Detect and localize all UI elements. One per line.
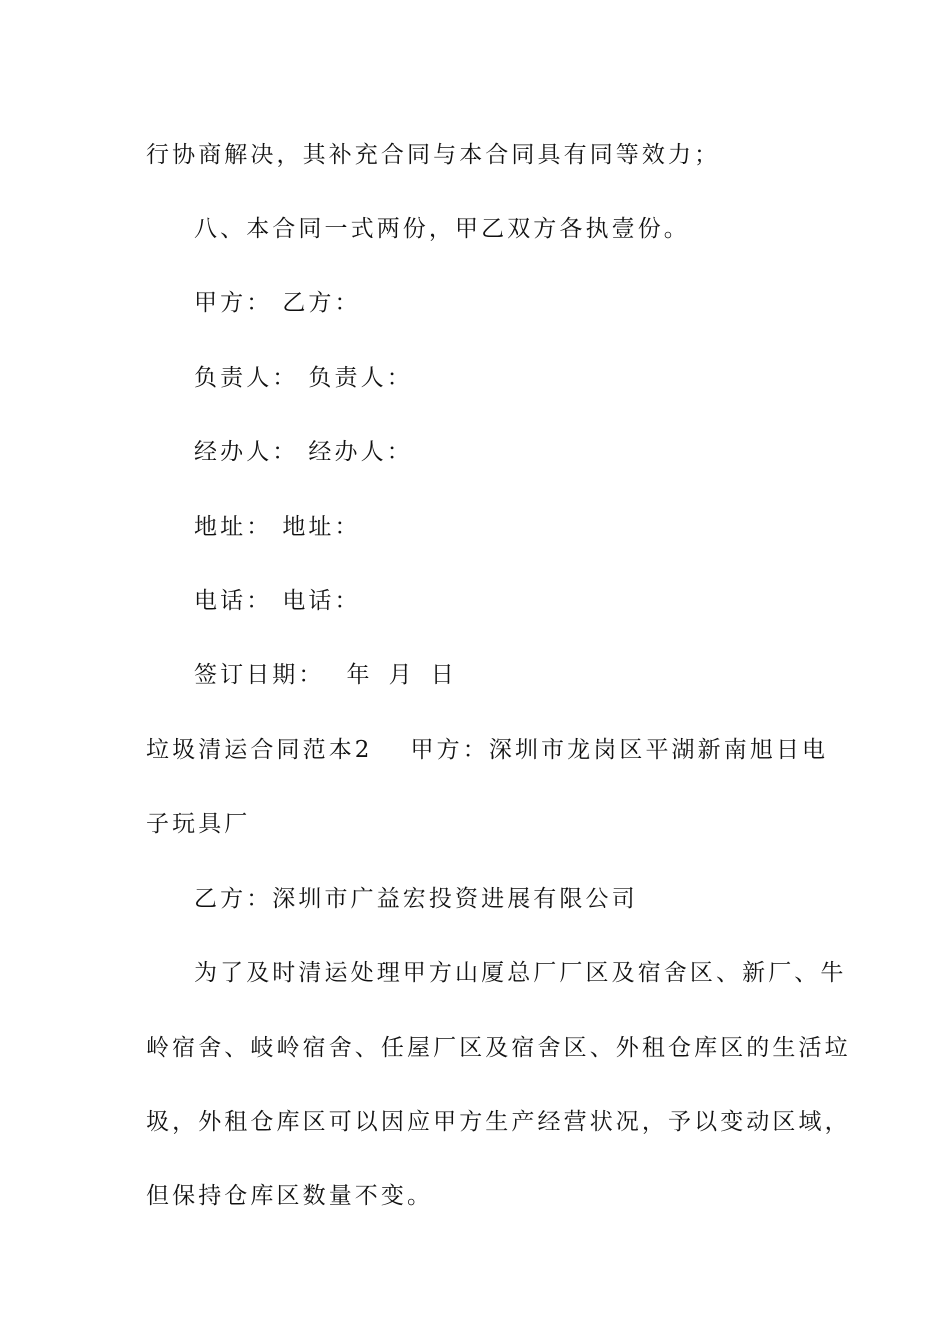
contract-title: 垃圾清运合同范本2 <box>146 737 373 763</box>
party-b-name: 乙方：深圳市广益宏投资进展有限公司 <box>194 886 638 912</box>
address-a-label: 地址： <box>194 514 273 540</box>
phone-b-label: 电话： <box>282 588 361 614</box>
text-span: 行协商解决，其补充合同与本合同具有同等效力； <box>146 142 721 168</box>
day-label: 日 <box>430 662 457 688</box>
text-span: 为了及时清运处理甲方山厦总厂厂区及宿舍区、新厂、牛 <box>194 960 847 986</box>
handler-a-label: 经办人： <box>194 439 299 465</box>
address-b-label: 地址： <box>282 514 361 540</box>
signature-address-row <box>194 512 864 542</box>
paragraph-line <box>146 809 816 839</box>
text-span: 八、本合同一式两份，甲乙双方各执壹份。 <box>194 216 690 242</box>
contract-title-row <box>146 735 829 765</box>
signature-party-row <box>194 288 864 318</box>
month-label: 月 <box>388 662 415 688</box>
phone-a-label: 电话： <box>194 588 273 614</box>
text-span: 岭宿舍、岐岭宿舍、任屋厂区及宿舍区、外租仓库区的生活垃 <box>146 1035 851 1061</box>
signing-date-label: 签订日期： <box>194 662 325 688</box>
party-b-name-row <box>194 884 864 914</box>
text-span: 子玩具厂 <box>146 811 251 837</box>
handler-b-label: 经办人： <box>308 439 413 465</box>
clause-eight <box>194 214 864 244</box>
paragraph-line <box>146 1107 851 1137</box>
party-a-name: 甲方：深圳市龙岗区平湖新南旭日电 <box>410 737 829 763</box>
text-span: 圾，外租仓库区可以因应甲方生产经营状况，予以变动区域， <box>146 1109 851 1135</box>
responsible-b-label: 负责人： <box>308 365 413 391</box>
paragraph-line <box>146 1033 851 1063</box>
party-b-label: 乙方： <box>282 290 361 316</box>
text-span: 但保持仓库区数量不变。 <box>146 1183 434 1209</box>
paragraph-line <box>146 140 816 170</box>
responsible-a-label: 负责人： <box>194 365 299 391</box>
year-label: 年 <box>346 662 373 688</box>
signature-phone-row <box>194 586 864 616</box>
signing-date-row <box>194 660 864 690</box>
paragraph-line <box>146 1181 816 1211</box>
party-a-label: 甲方： <box>194 290 273 316</box>
paragraph-line <box>194 958 864 988</box>
signature-responsible-row <box>194 363 864 393</box>
signature-handler-row <box>194 437 864 467</box>
